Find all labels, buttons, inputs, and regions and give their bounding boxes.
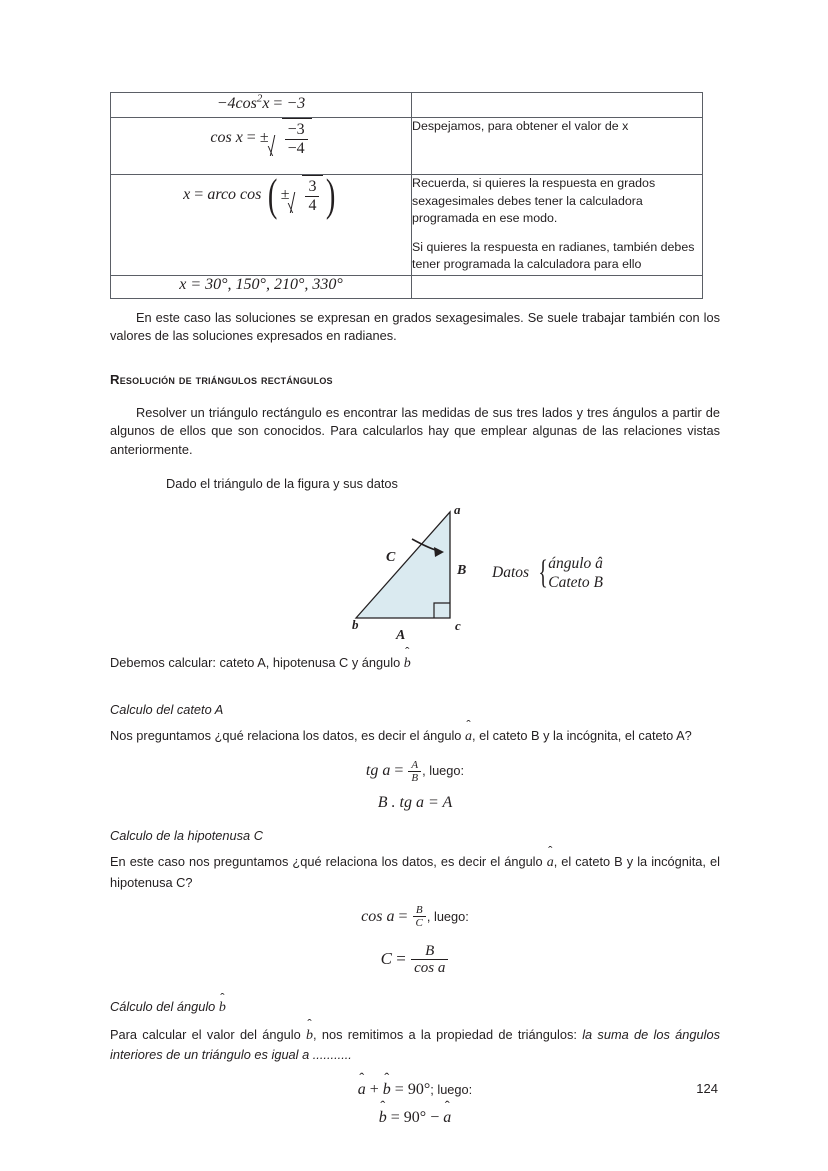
- q-cateto-pre: Nos preguntamos ¿qué relaciona los datos, es decir el ángulo: [110, 727, 465, 743]
- equation-3: [183, 169, 339, 221]
- angle-a-letter: a: [546, 855, 554, 871]
- eq1-coef: −4: [216, 95, 236, 113]
- angle-a-symbol: [547, 853, 554, 873]
- fraction-B-over-C: [413, 904, 426, 930]
- sum-plus: +: [369, 1080, 379, 1098]
- angle-b-letter: b: [403, 655, 411, 671]
- eq1-fn: cos: [235, 95, 257, 113]
- eq2-equals: =: [246, 128, 256, 146]
- page-number: 124: [696, 1081, 718, 1096]
- tg-tail: , luego:: [422, 763, 465, 779]
- paragraph-angle-property: [110, 1026, 720, 1065]
- procedure-table: [110, 92, 703, 299]
- sum-rhs: 90°: [407, 1080, 431, 1098]
- table-cell-note-3: [412, 175, 703, 276]
- side-label-horizontal-A: A: [396, 627, 406, 642]
- formula-tangent-result: [110, 794, 720, 812]
- table-cell-equation-2: [111, 118, 412, 175]
- side-label-hypotenuse-C: C: [386, 549, 396, 565]
- q-hip-pre: En este caso nos preguntamos ¿qué relaciona los datos, es decir el ángulo: [110, 854, 547, 870]
- eq3-equals: =: [194, 185, 204, 203]
- q-cateto-post: , el cateto B y la incógnita, el cateto A?: [471, 727, 692, 743]
- angle-a-symbol: [358, 1081, 366, 1099]
- eq3-numerator: 3: [308, 178, 317, 195]
- formula-tangent: [110, 759, 720, 785]
- eq2-plusminus: ±: [259, 128, 269, 146]
- tg-denominator: B: [408, 771, 421, 784]
- table-cell-note-1: [412, 93, 703, 118]
- angle-para-p1: Para calcular el valor del ángulo: [110, 1027, 307, 1043]
- tg-lhs: tg a: [365, 762, 391, 780]
- datos-line-2: Cateto B: [548, 573, 603, 591]
- side-label-vertical-B: B: [457, 562, 467, 578]
- right-triangle-diagram: [338, 502, 518, 642]
- datos-brace-group: [533, 554, 603, 592]
- angle-a-symbol: [443, 1109, 451, 1127]
- formula-C-result: [110, 943, 720, 978]
- eq3-plusminus: ±: [280, 185, 290, 203]
- angle-para-p2: , nos remitimos a la propiedad de triángulos:: [313, 1027, 583, 1043]
- eq3-fn: arco cos: [207, 185, 262, 203]
- vertex-label-a: a: [454, 501, 461, 517]
- formula-angle-sum: [110, 1081, 720, 1099]
- note-text: Despejamos, para obtener el valor de x: [412, 119, 629, 133]
- angle-a-letter: a: [464, 728, 472, 744]
- sub-angulo-pre: Cálculo del ángulo: [110, 999, 219, 1015]
- cos-numerator: B: [415, 904, 423, 917]
- equation-1: [217, 95, 306, 112]
- right-paren: ): [326, 169, 336, 221]
- table-cell-equation-3: [111, 169, 412, 276]
- c-equals: =: [396, 948, 406, 968]
- radical-sign-icon: [289, 175, 323, 215]
- table-row: [111, 175, 703, 276]
- eq1-var: x: [262, 95, 270, 113]
- radical-sign-icon: [269, 118, 312, 158]
- b-rhs-letter: a: [443, 1108, 452, 1126]
- q-hip-post: , el cateto B y la incógnita, el hipotenusa C?: [110, 854, 720, 890]
- equation-2: [210, 121, 311, 157]
- vertex-label-c: c: [455, 617, 461, 633]
- cos-equals: =: [398, 907, 408, 925]
- formula-angle-b-result: [110, 1109, 720, 1127]
- note-text: Si quieres la respuesta en radianes, también debes tener programada la calculadora para ello: [412, 239, 695, 272]
- c-numerator: B: [425, 942, 435, 959]
- eq1-rhs: −3: [286, 95, 306, 113]
- vertex-label-b: b: [352, 616, 359, 632]
- table-cell-equation-1: [111, 93, 412, 118]
- sum-tail: ; luego:: [430, 1081, 473, 1097]
- c-lhs: C: [380, 948, 392, 968]
- fraction-A-over-B: [408, 759, 421, 785]
- left-brace-icon: {: [538, 554, 548, 592]
- section-heading: Resolución de triángulos rectángulos: [110, 371, 333, 387]
- sum-a-letter: a: [357, 1080, 366, 1098]
- page-content: [110, 92, 720, 1131]
- fraction-3: [305, 178, 319, 215]
- b-lhs-letter: b: [378, 1108, 387, 1126]
- cos-denominator: C: [413, 916, 426, 929]
- eq2-numerator: −3: [287, 121, 305, 138]
- paragraph-question-hipotenusa: [110, 853, 720, 892]
- triangle-shape: [356, 512, 450, 618]
- sum-equals: =: [394, 1080, 404, 1098]
- subheading-angulo-b: [110, 999, 720, 1016]
- subheading-cateto-a: Calculo del cateto A: [110, 701, 224, 717]
- paragraph-intro: Resolver un triángulo rectángulo es encontrar las medidas de sus tres lados y tres ángulos a partir de algunos de ellos que son conocidos. Para calcularlos hay que emplear algunas de las relaciones vistas anteriormente.: [110, 404, 720, 457]
- paragraph-must-calculate: [110, 654, 720, 674]
- table-cell-note-2: [412, 118, 703, 175]
- table-row: [111, 118, 703, 175]
- b-equals: =: [390, 1108, 400, 1126]
- eq1-equals: =: [273, 95, 283, 113]
- left-paren: (: [268, 169, 278, 221]
- tg-result: B . tg a = A: [377, 794, 453, 812]
- paragraph-after-table: En este caso las soluciones se expresan en grados sexagesimales. Se suele trabajar también con los valores de las soluciones expresados en radianes.: [110, 310, 720, 344]
- angle-b-symbol: [404, 654, 411, 674]
- angle-b-symbol: [383, 1081, 391, 1099]
- sum-b-letter: b: [382, 1080, 391, 1098]
- formula-cosine: [110, 904, 720, 930]
- datos-block: [492, 554, 603, 592]
- eq3-denominator: 4: [305, 196, 319, 215]
- tg-equals: =: [394, 762, 404, 780]
- fraction-B-over-cos-a: [411, 943, 448, 978]
- angle-b-letter: b: [218, 1000, 226, 1016]
- equation-4: x = 30°, 150°, 210°, 330°: [179, 276, 343, 293]
- b-rhs: 90° −: [403, 1108, 444, 1126]
- subheading-hipotenusa-c: Calculo de la hipotenusa C: [110, 828, 263, 844]
- fraction-2: [285, 121, 308, 158]
- datos-label: Datos: [492, 563, 530, 581]
- eq2-lhs: cos x: [210, 128, 243, 146]
- table-row: [111, 276, 703, 299]
- tg-numerator: A: [411, 758, 419, 771]
- triangle-figure: [110, 502, 720, 654]
- angle-b-letter: b: [306, 1028, 314, 1044]
- datos-lines: [548, 554, 603, 592]
- angle-property-italic: la suma de los ángulos interiores de un triángulo es igual a ...........: [110, 1027, 720, 1063]
- note-text: Recuerda, si quieres la respuesta en grados sexagesimales debes tener la calculadora programada en ese modo.: [412, 176, 656, 226]
- cos-lhs: cos a: [361, 907, 395, 925]
- angle-b-symbol: [219, 1000, 226, 1016]
- paragraph-given: Dado el triángulo de la figura y sus datos: [166, 476, 398, 492]
- cos-tail: , luego:: [426, 908, 469, 924]
- must-calculate-text: Debemos calcular: cateto A, hipotenusa C y ángulo: [110, 654, 404, 670]
- angle-b-symbol: [379, 1109, 387, 1127]
- angle-b-symbol: [306, 1026, 313, 1046]
- eq2-denominator: −4: [285, 139, 308, 158]
- paragraph-question-cateto: [110, 727, 720, 747]
- datos-line-1: ángulo â: [548, 554, 603, 572]
- table-row: [111, 93, 703, 118]
- angle-a-symbol: [465, 727, 472, 747]
- table-cell-equation-4: [111, 276, 412, 299]
- c-denominator: cos a: [411, 959, 448, 977]
- table-cell-note-4: [412, 276, 703, 299]
- eq3-lhs: x: [183, 185, 191, 203]
- eq1-exp: 2: [256, 93, 263, 105]
